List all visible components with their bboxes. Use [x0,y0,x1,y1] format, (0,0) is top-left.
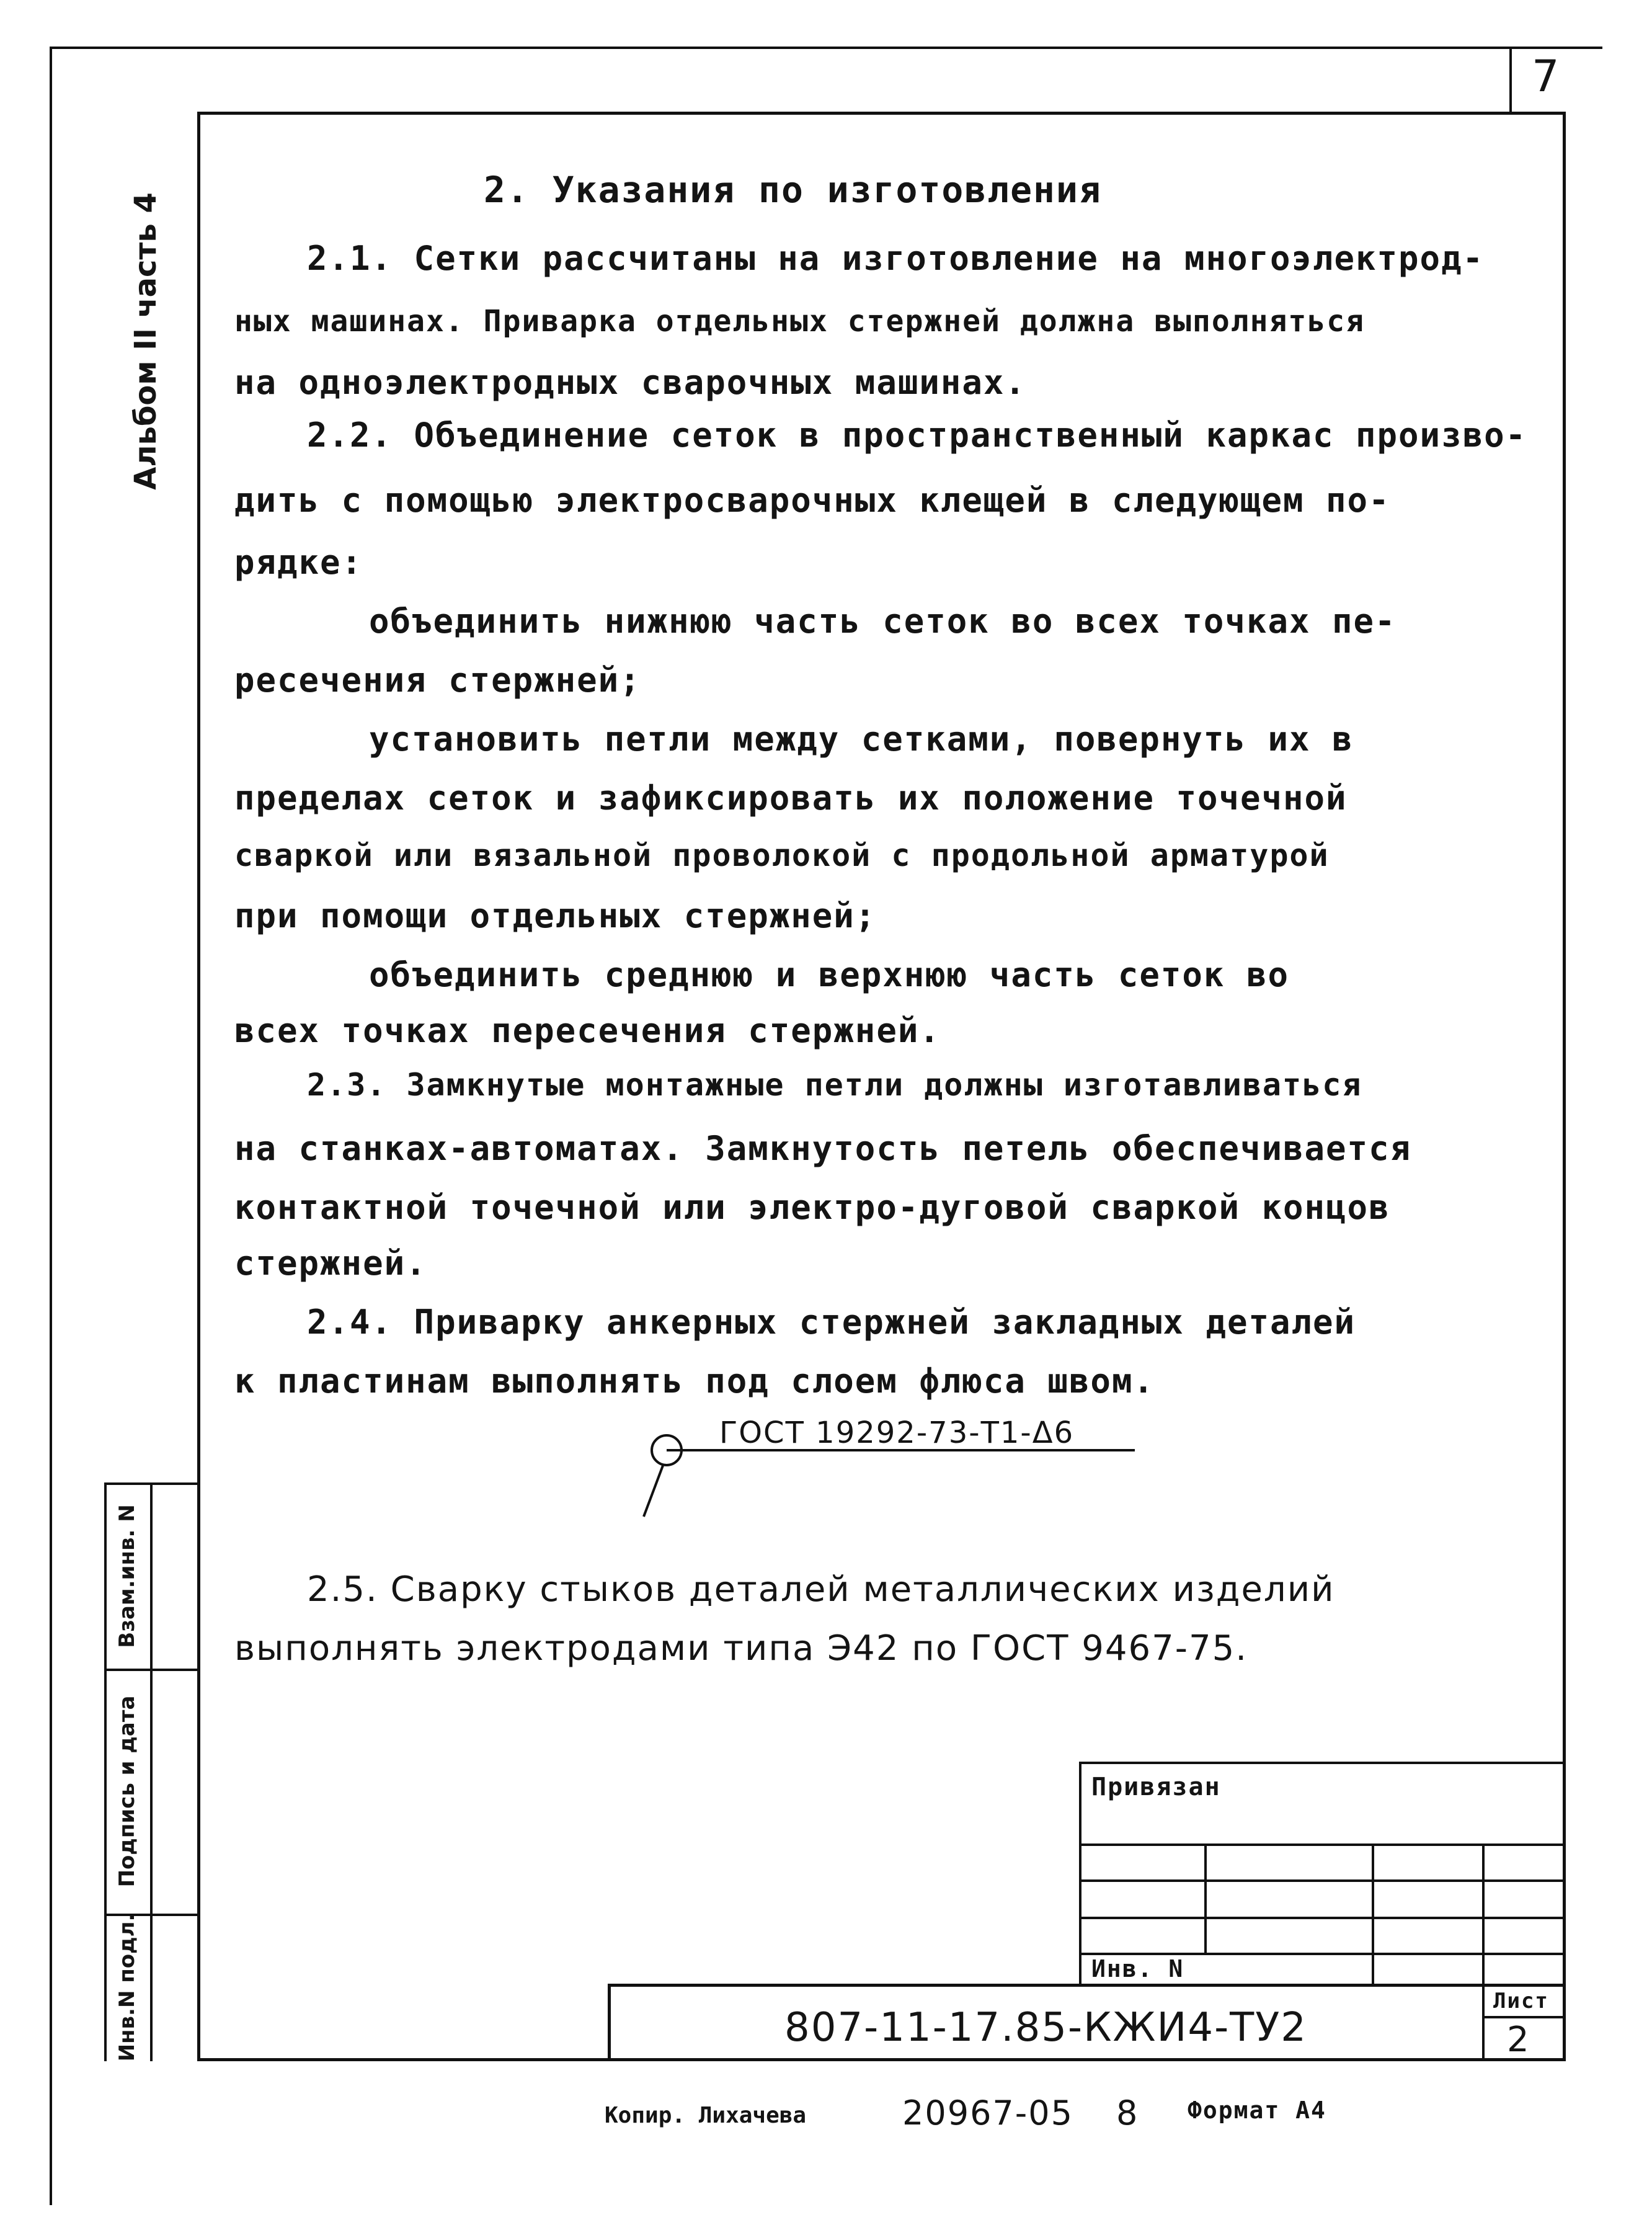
text-line-8: ресечения стержней; [234,661,641,700]
frame-top [197,112,1565,115]
footer-format: Формат А4 [1188,2097,1326,2124]
title-row-2 [1079,1879,1563,1882]
weld-symbol-leader [644,1464,664,1517]
text-line-5: дить с помощью электросварочных клещей в следующем по- [234,481,1390,520]
text-line-11: сваркой или вязальной проволокой с продольной арматурой [234,837,1330,873]
side-album-label: Альбом II часть 4 [128,192,163,490]
text-line-14: всех точках пересечения стержней. [234,1011,941,1050]
document-code: 807-11-17.85-КЖИ4-ТУ2 [784,2005,1307,2051]
text-line-13: объединить среднюю и верхнюю часть сеток во [369,955,1289,994]
text-line-16: на станках-автоматах. Замкнутость петель обеспечивается [234,1129,1412,1168]
footer-page: 8 [1116,2093,1139,2133]
title-col-1 [1204,1843,1207,1953]
inventory-number-label: Инв. N [1091,1955,1184,1982]
text-line-15: 2.3. Замкнутые монтажные петли должны изготавливаться [307,1067,1362,1103]
text-line-20: к пластинам выполнять под слоем флюса швом. [234,1362,1155,1401]
item-2-5-line-1: 2.5. Сварку стыков деталей металлических изделий [307,1569,1335,1610]
title-col-2 [1372,1843,1374,1985]
footer-copied-by: Копир. Лихачева [605,2103,807,2128]
sheet-cell-divider [1482,2016,1566,2018]
code-block-top [608,1984,1566,1987]
title-block-top [1079,1762,1563,1764]
frame-left [197,112,200,2061]
section-heading: 2. Указания по изготовления [484,169,1102,211]
stamp-replacement-inventory: Взам.инв. N [115,1504,140,1648]
sheet-number: 2 [1507,2020,1530,2060]
text-line-4: 2.2. Объединение сеток в пространственный каркас произво- [307,416,1527,455]
sheet-number-box-left [1509,47,1512,112]
outer-left-border [50,47,52,2205]
sheet-label: Лист [1493,1989,1549,2013]
text-line-6: рядке: [234,543,363,582]
privyazan-label: Привязан [1091,1773,1221,1801]
title-row-1 [1079,1843,1563,1846]
stamp-signature-date: Подпись и дата [115,1695,140,1888]
frame-bottom [197,2058,1566,2061]
stamp-original-inventory: Инв.N подл. [115,1913,140,2062]
item-2-5-line-2: выполнять электродами типа Э42 по ГОСТ 9467-75. [234,1628,1248,1669]
text-line-1: 2.1. Сетки рассчитаны на изготовление на многоэлектрод- [307,239,1485,278]
text-line-7: объединить нижнюю часть сеток во всех точках пе- [369,602,1397,641]
text-line-12: при помощи отдельных стержней; [234,896,877,935]
footer-order-number: 20967-05 [902,2093,1073,2133]
title-col-3 [1482,1843,1485,1985]
weld-symbol-label: ГОСТ 19292-73-Т1-Δ6 [719,1415,1075,1450]
text-line-10: пределах сеток и зафиксировать их положение точечной [234,778,1348,818]
frame-right [1563,112,1566,2061]
stamp-column-divider [150,1482,153,2061]
title-row-3 [1079,1917,1563,1919]
text-line-3: на одноэлектродных сварочных машинах. [234,363,1026,402]
text-line-2: ных машинах. Приварка отдельных стержней должна выполняться [234,304,1366,339]
sheet-cell-left [1482,1985,1485,2061]
code-block-left [608,1985,611,2061]
text-line-9: установить петли между сетками, повернуть их в [369,720,1354,759]
outer-top-border [50,47,1602,49]
text-line-18: стержней. [234,1244,427,1283]
text-line-19: 2.4. Приварку анкерных стержней закладных деталей [307,1303,1356,1342]
title-block-left [1079,1762,1081,1985]
sheet-number-top: 7 [1532,51,1561,102]
text-line-17: контактной точечной или электро-дуговой сваркой концов [234,1188,1390,1227]
